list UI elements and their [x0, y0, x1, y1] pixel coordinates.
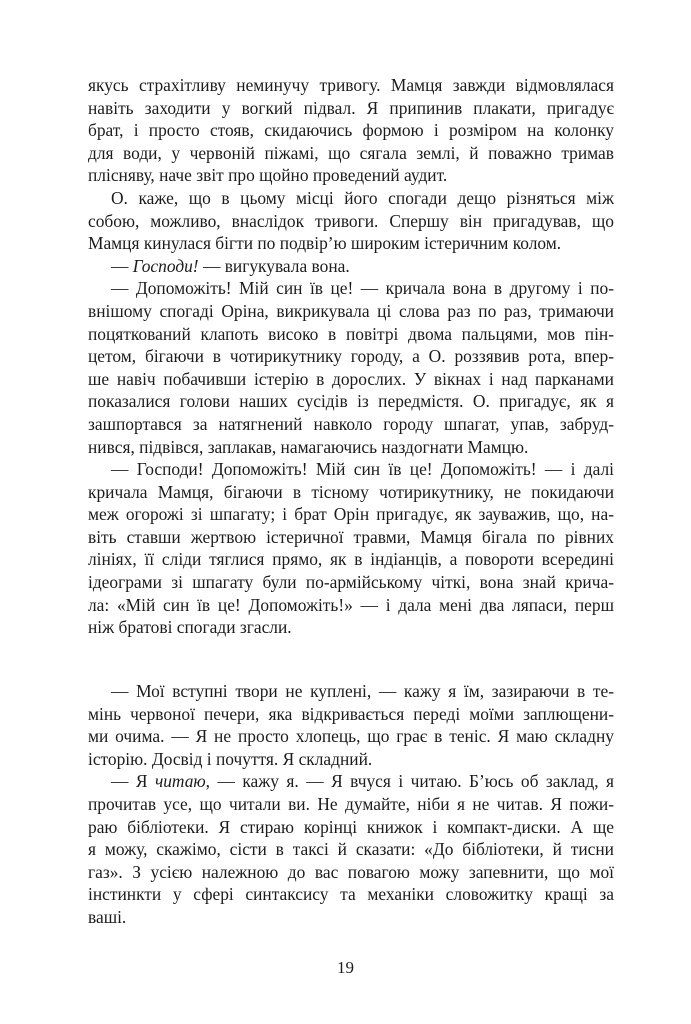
text-line: меж огорожі зі шпагату; і брат Орін пригадує, як зауважив, що, на-: [88, 504, 614, 525]
text-line: — Мої вступні твори не куплені, — кажу я їм, зазираючи в те-: [111, 681, 614, 701]
emphasis: Господи!: [132, 255, 199, 276]
text-line: — Господи! Допоможіть! Мій син їв це! Допоможіть! — і далі: [111, 459, 614, 480]
page-number: 19: [337, 958, 354, 977]
text-line: ідеограми зі шпагату були по-армійському чіткі, вона знай крича-: [88, 572, 614, 593]
text-line: брат, і просто стояв, скидаючись формою і розміром на колонку: [88, 120, 614, 141]
text-line: ше навіч побачивши істерію в дорослих. У вікнах і над парканами: [88, 368, 614, 389]
text-line: нився, підвівся, заплакав, намагаючись наздогнати Мамцю.: [88, 436, 529, 457]
text-line: історію. Досвід і почуття. Я складний.: [88, 748, 373, 769]
text-line: прочитав усе, що читали ви. Не думайте, ніби я не читав. Я пожи-: [88, 793, 614, 814]
text-line: ваші.: [88, 906, 127, 927]
text-line: — Допоможіть! Мій син їв це! — кричала вона в другому і по-: [111, 278, 614, 299]
main-text-block: [88, 74, 614, 639]
text-line: зашпортався за натягнений навколо городу шпагат, упав, забруд-: [88, 413, 614, 434]
text-line: цетом, бігаючи в чотирикутнику городу, а О. роззявив рота, впер-: [88, 346, 614, 367]
text-line: собою, можливо, внаслідок тривоги. Спершу він пригадував, що: [88, 210, 614, 231]
text-line: я можу, скажімо, сісти в таксі й сказати: «До бібліотеки, й тисни: [88, 839, 614, 860]
text-line: ла: «Мій син їв це! Допоможіть!» — і дала мені два ляпаси, перш: [88, 594, 614, 615]
text-line: лініях, її сліди тяглися прямо, як в індіанців, а повороти всередині: [88, 549, 614, 570]
text-line: О. каже, що в цьому місці його спогади дещо різняться між: [111, 187, 614, 208]
text-line: поцяткований клапоть високо в повітрі двома пальцями, мов пін-: [88, 323, 614, 344]
text-line: віть ставши жертвою істеричної травми, Мамця бігала по рівних: [88, 526, 614, 547]
text-line: газ». З усією належною до вас повагою можу запевнити, що мої: [88, 861, 614, 882]
text-line: показалися голови наших сусідів із передмістя. О. пригадує, як я: [88, 391, 614, 412]
text-line: навіть заходити у вогкий підвал. Я припинив плакати, пригадує: [88, 97, 614, 118]
text-line: ми очима. — Я не просто хлопець, що грає в теніс. Я маю складну: [88, 726, 614, 747]
text-line: якусь страхітливу неминучу тривогу. Мамця завжди відмовлялася: [88, 75, 614, 95]
text-line: мінь червоної печери, яка відкривається переді моїми заплющени-: [88, 703, 614, 724]
dialogue-text-block: [88, 680, 614, 929]
text-line: для води, у червоній піжамі, що сягала землі, й поважно тримав: [88, 142, 614, 163]
text-line: — Я читаю, — кажу я. — Я вчуся і читаю. Б’юсь об заклад, я: [111, 771, 615, 792]
text-line: ніж братові спогади згасли.: [88, 617, 292, 638]
text-line: внішому спогаді Оріна, викрикувала ці слова раз по раз, тримаючи: [88, 300, 614, 321]
text-line: — Господи! — вигукувала вона.: [111, 255, 350, 276]
text-line: кричала Мамця, бігаючи в тісному чотирикутнику, не покидаючи: [88, 481, 614, 502]
emphasis: читаю: [154, 771, 206, 792]
text-line: плісняву, наче звіт про щойно проведений аудит.: [88, 165, 448, 186]
text-line: інстинкти у сфері синтаксису та механіки словожитку кращі за: [88, 884, 614, 905]
text-line: Мамця кинулася бігти по подвір’ю широким істеричним колом.: [88, 233, 562, 254]
text-line: раю бібліотеки. Я стираю корінці книжок і компакт-диски. А ще: [88, 816, 614, 837]
